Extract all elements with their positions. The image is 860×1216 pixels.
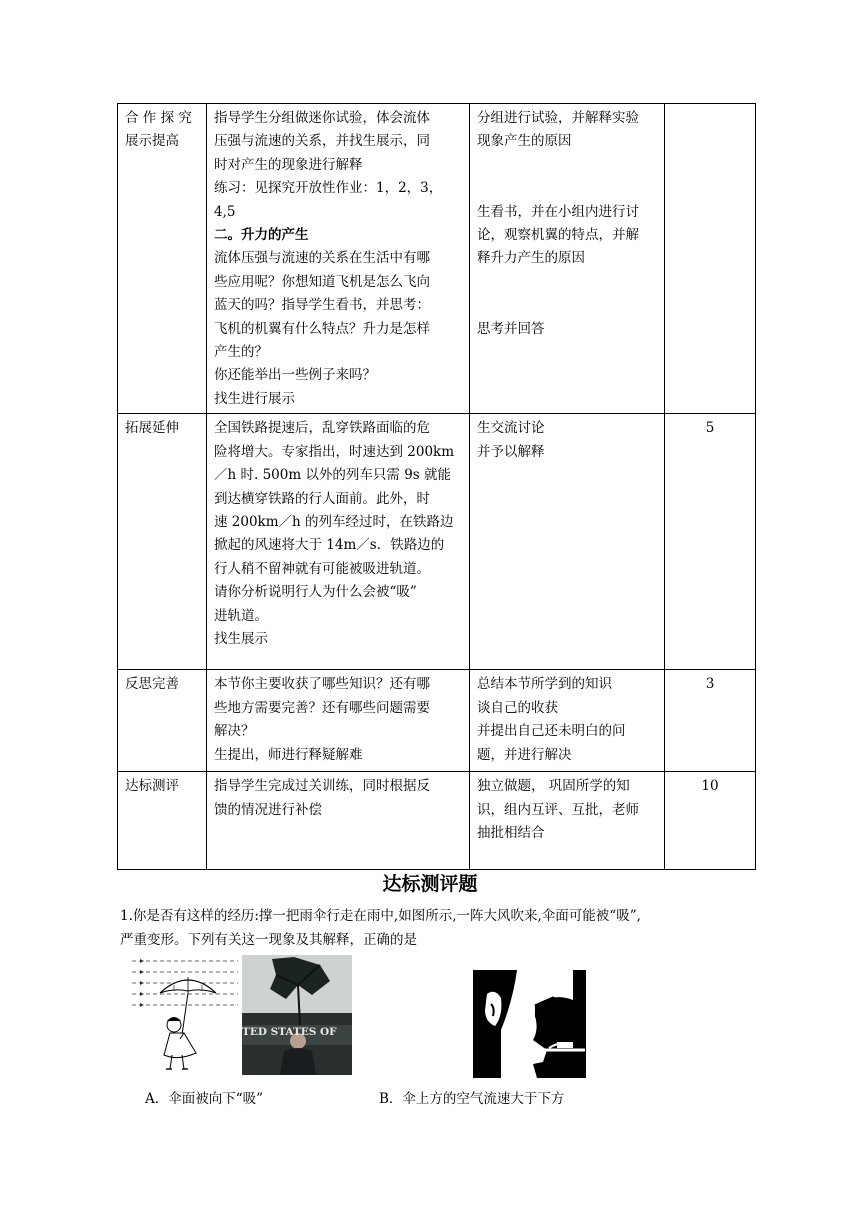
time-cell bbox=[665, 104, 756, 414]
text-line: 找生展示 bbox=[214, 630, 268, 647]
blowing-experiment-illustration bbox=[473, 970, 586, 1078]
umbrella-wind-illustration bbox=[130, 955, 240, 1075]
time-cell bbox=[665, 414, 756, 670]
text-line: 总结本节所学到的知识 bbox=[477, 676, 612, 693]
text-line: 现象产生的原因 bbox=[477, 133, 572, 150]
photo-caption: TED STATES OF bbox=[242, 1026, 337, 1038]
text-line: 掀起的风速将大于 14m／s．铁路边的 bbox=[214, 537, 445, 554]
question-1 bbox=[120, 905, 755, 952]
teacher-activity-cell bbox=[207, 104, 470, 414]
stage-label: 展示提高 bbox=[125, 133, 179, 150]
text-line: 论，观察机翼的特点，并解 bbox=[477, 227, 639, 244]
table-row bbox=[118, 670, 756, 772]
section-heading: 二。升力的产生 bbox=[214, 227, 309, 244]
text-line: 4,5 bbox=[214, 203, 236, 220]
text-line: 解决？ bbox=[214, 723, 255, 740]
teacher-activity-cell bbox=[207, 772, 470, 870]
text-line: 到达横穿铁路的行人面前。此外，时 bbox=[214, 490, 430, 507]
text-line: 蓝天的吗？指导学生看书，并思考： bbox=[214, 297, 430, 314]
time-value: 5 bbox=[705, 420, 715, 437]
time-cell bbox=[665, 772, 756, 870]
question-text: 严重变形。下列有关这一现象及其解释，正确的是 bbox=[120, 931, 417, 948]
stage-label: 达标测评 bbox=[125, 778, 179, 795]
inverted-umbrella-photo bbox=[242, 955, 352, 1075]
text-line: 速 200km／h 的列车经过时，在铁路边 bbox=[214, 513, 454, 530]
student-activity-cell bbox=[470, 104, 665, 414]
text-line: 分组进行试验，并解释实验 bbox=[477, 110, 639, 126]
teacher-activity-cell bbox=[207, 670, 470, 772]
text-line: 你还能举出一些例子来吗？ bbox=[214, 367, 376, 384]
text-line: 请你分析说明行人为什么会被“吸” bbox=[214, 584, 417, 601]
section-title: 达标测评题 bbox=[382, 873, 478, 895]
text-line: 生看书，并在小组内进行讨 bbox=[477, 203, 639, 220]
text-line: 生交流讨论 bbox=[477, 420, 545, 437]
option-b: B．伞上方的空气流速大于下方 bbox=[379, 1091, 565, 1107]
lesson-plan-table bbox=[117, 103, 756, 870]
question-text: 1.你是否有这样的经历:撑一把雨伞行走在雨中,如图所示,一阵大风吹来,伞面可能被“吸”, bbox=[120, 908, 641, 924]
teacher-activity-cell bbox=[207, 414, 470, 670]
table-row bbox=[118, 414, 756, 670]
text-line: 险将增大。专家指出，时速达到 200km bbox=[214, 443, 455, 460]
text-line: 思考并回答 bbox=[477, 320, 545, 337]
text-line: 进轨道。 bbox=[214, 607, 268, 624]
text-line: 流体压强与流速的关系在生活中有哪 bbox=[214, 250, 430, 267]
stage-cell bbox=[118, 414, 207, 670]
text-line: 产生的？ bbox=[214, 344, 268, 361]
spacer bbox=[477, 154, 657, 201]
text-line: 时对产生的现象进行解释 bbox=[214, 156, 363, 173]
option-a: A．伞面被向下“吸” bbox=[145, 1091, 264, 1107]
time-value: 10 bbox=[701, 778, 719, 795]
text-line: 并提出自己还未明白的问 bbox=[477, 723, 626, 740]
stage-label: 合 作 探 究 bbox=[125, 110, 192, 126]
text-line: 识，组内互评、互批，老师 bbox=[477, 801, 639, 818]
text-line: 独立做题， 巩固所学的知 bbox=[477, 778, 630, 795]
time-cell bbox=[665, 670, 756, 772]
text-line: 些应用呢？你想知道飞机是怎么飞向 bbox=[214, 273, 430, 290]
text-line: 压强与流速的关系，并找生展示，同 bbox=[214, 133, 430, 150]
student-activity-cell bbox=[470, 414, 665, 670]
text-line: 生提出，师进行释疑解难 bbox=[214, 746, 363, 763]
text-line: 谈自己的收获 bbox=[477, 699, 558, 716]
table-row bbox=[118, 772, 756, 870]
text-line: 本节你主要收获了哪些知识？还有哪 bbox=[214, 676, 430, 693]
photo-drawing bbox=[242, 955, 352, 1075]
text-line: 指导学生分组做迷你试验，体会流体 bbox=[214, 110, 430, 126]
text-line: 馈的情况进行补偿 bbox=[214, 801, 322, 818]
stage-cell bbox=[118, 772, 207, 870]
spacer bbox=[477, 271, 657, 318]
text-line: ／h 时. 500m 以外的列车只需 9s 就能 bbox=[214, 467, 452, 484]
stage-cell bbox=[118, 670, 207, 772]
table-row bbox=[118, 104, 756, 414]
text-line: 释升力产生的原因 bbox=[477, 250, 585, 267]
text-line: 练习：见探究开放性作业：1，2，3， bbox=[214, 180, 443, 197]
text-line: 飞机的机翼有什么特点？升力是怎样 bbox=[214, 320, 430, 337]
student-activity-cell bbox=[470, 670, 665, 772]
text-line: 全国铁路提速后，乱穿铁路面临的危 bbox=[214, 420, 430, 437]
text-line: 些地方需要完善？还有哪些问题需要 bbox=[214, 699, 430, 716]
text-line: 并予以解释 bbox=[477, 443, 545, 460]
text-line: 行人稍不留神就有可能被吸进轨道。 bbox=[214, 560, 430, 577]
text-line: 找生进行展示 bbox=[214, 390, 295, 407]
text-line: 指导学生完成过关训练，同时根据反 bbox=[214, 778, 430, 795]
text-line: 题，并进行解决 bbox=[477, 746, 572, 763]
student-activity-cell bbox=[470, 772, 665, 870]
time-value: 3 bbox=[705, 676, 715, 693]
text-line: 抽批相结合 bbox=[477, 825, 545, 842]
stage-cell bbox=[118, 104, 207, 414]
stage-label: 反思完善 bbox=[125, 676, 179, 693]
stage-label: 拓展延伸 bbox=[125, 420, 179, 437]
